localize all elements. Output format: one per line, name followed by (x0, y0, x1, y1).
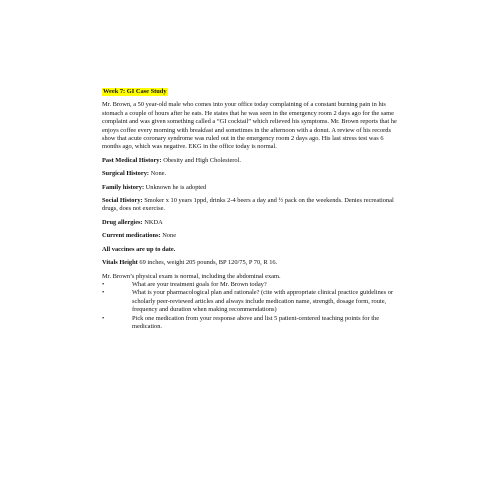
drug-allergies (102, 219, 402, 227)
question-text: What are your treatment goals for Mr. Brown today? (132, 280, 267, 288)
pmh-value: Obesity and High Cholesterol. (161, 156, 241, 164)
surgical-value: None. (149, 170, 167, 178)
bullet-icon: • (102, 289, 105, 297)
family-value: Unknown he is adopted (144, 183, 207, 191)
question-text: What is your pharmacological plan and rationale? (cite with appropriate clinical practice guidelines or scholarly peer-reviewed articles and always include medication name, strength, dosage form, route, frequency and duration when making recommendations) (132, 289, 394, 314)
surgical-history (102, 170, 402, 178)
intro-paragraph: Mr. Brown, a 50 year-old male who comes into your office today complaining of a constant burning pain in his stomach a couple of hours after he eats. He states that he was seen in the emergency room 2 days ago for the same complaint and was given something called a “GI cocktail” which relieved his symptoms. Mr. Brown reports that he enjoys coffee every morning with breakfast and sometimes in the afternoon with a donut. A review of his records show that acute coronary syndrome was ruled out in the emergency room 2 days ago. His last stress test was 6 months ago, which was negative. EKG in the office today is normal. (102, 101, 397, 151)
social-value: Smoker x 10 years 1ppd, drinks 2-4 beers a day and ½ pack on the weekends. Denies recreational drugs, does not exercise. (102, 197, 394, 213)
physical-exam: Mr. Brown’s physical exam is normal, including the abdominal exam. (102, 272, 281, 280)
past-medical-history (102, 157, 402, 165)
bullet-icon: • (102, 314, 105, 322)
family-label: Family history: (102, 183, 145, 191)
vaccines-statement: All vaccines are up to date. (102, 245, 176, 253)
case-study-content (102, 88, 402, 331)
meds-value: None (160, 232, 177, 240)
family-history (102, 184, 402, 192)
pmh-label: Past Medical History: (102, 156, 162, 164)
list-item (102, 315, 402, 332)
meds-label: Current medications: (102, 232, 161, 240)
document-title: Week 7: GI Case Study (103, 88, 167, 95)
vitals-label: Vitals Height (102, 259, 138, 267)
surgical-label: Surgical History: (102, 170, 150, 178)
social-history (102, 197, 402, 214)
allergies-label: Drug allergies: (102, 218, 143, 226)
vitals (102, 259, 402, 267)
current-medications (102, 232, 402, 240)
social-label: Social History: (102, 197, 143, 205)
question-text: Pick one medication from your response above and list 5 patient-centered teaching points for the medication. (132, 314, 380, 330)
allergies-value: NKDA (142, 218, 163, 226)
list-item (102, 281, 402, 289)
bullet-icon: • (102, 280, 105, 288)
list-item (102, 289, 402, 314)
questions-list (102, 281, 402, 331)
vitals-value: 69 inches, weight 205 pounds, BP 120/75, P 70, R 16. (137, 259, 278, 267)
